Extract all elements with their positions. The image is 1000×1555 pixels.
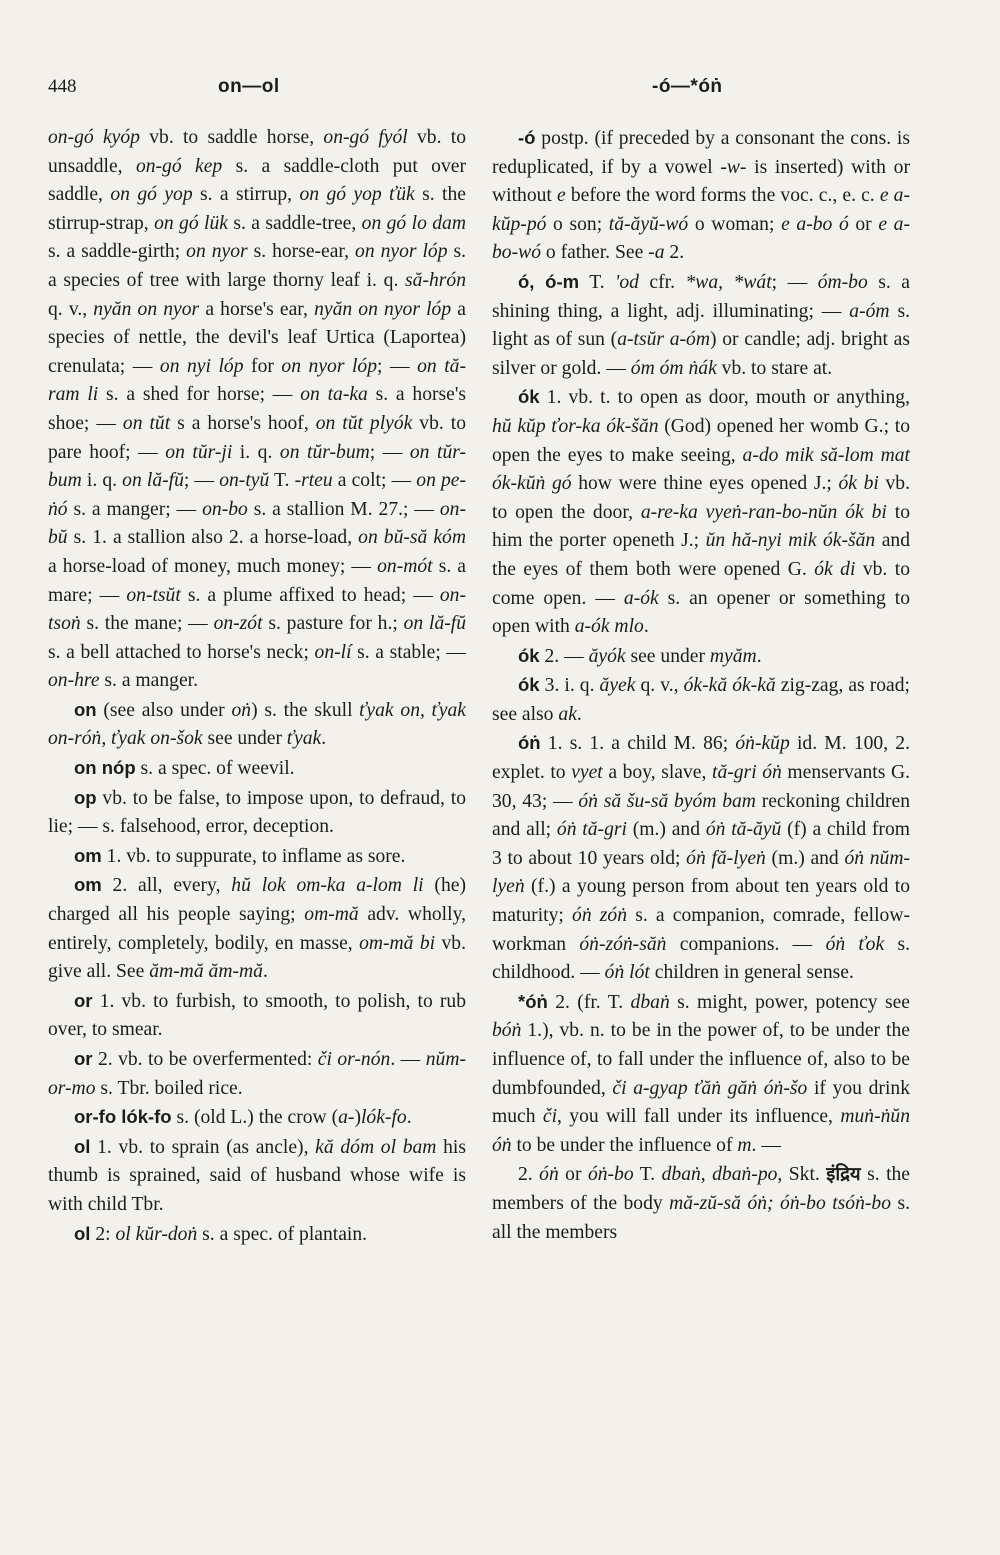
example-term: e	[557, 185, 566, 207]
example-term: on nyor	[186, 241, 248, 263]
definition-text: s. a saddle-girth;	[48, 241, 187, 263]
definition-text: . —	[390, 1049, 426, 1070]
definition-text: 2:	[90, 1223, 116, 1245]
example-term: on gó lük	[154, 212, 228, 234]
example-term: on-mót	[377, 555, 433, 577]
definition-text: see under	[202, 728, 287, 750]
definition-text: 2.	[664, 242, 685, 264]
definition-text: and the eyes of them both were opened G.	[492, 530, 911, 580]
definition-text: )	[354, 1107, 361, 1129]
example-term: a-ók	[623, 587, 659, 609]
definition-text: s. light as of sun (	[492, 300, 910, 351]
definition-text: 1. s. 1. a child M. 86;	[540, 733, 736, 755]
example-term: myăm	[709, 645, 757, 667]
example-term: a-ók mlo	[574, 616, 644, 638]
definition-text: 2. —	[539, 645, 589, 667]
example-term: a-tsŭr a-óm	[617, 329, 711, 351]
example-term: -w-	[720, 156, 747, 178]
definition-text: a horse-load of money, much money; —	[48, 555, 378, 577]
example-term: on gó yop ťük	[299, 184, 415, 206]
definition-text: . —	[751, 1134, 781, 1156]
definition-text: ; —	[377, 355, 418, 377]
definition-text: s. the mane; —	[80, 613, 214, 635]
definition-text: , you will fall under its influence,	[557, 1106, 841, 1128]
definition-text: adv. wholly, entirely, completely, bodily, en masse,	[48, 904, 466, 954]
example-term: óṅ nŭm-lyeṅ	[492, 847, 910, 898]
definition-text: s. a species of tree with large thorny leaf i. q.	[48, 241, 466, 291]
definition-text: to him the porter openeth J.;	[492, 501, 911, 552]
dictionary-entry	[48, 1045, 466, 1103]
definition-text: s. might, power, potency see	[669, 991, 910, 1013]
definition-text: .	[576, 703, 582, 725]
example-term: on-gó fyól	[323, 127, 408, 148]
headword: óṅ	[518, 732, 541, 754]
dictionary-entry	[48, 754, 466, 784]
dictionary-entry	[48, 124, 466, 696]
left-column	[48, 124, 466, 1249]
definition-text: o father. See	[540, 242, 649, 264]
example-term: on bŭ-să kóm	[358, 527, 467, 549]
example-term: ŭn hă-nyi mik ók-šăn	[705, 530, 876, 552]
example-term: ak	[558, 703, 577, 725]
example-term: on-tsoṅ	[48, 584, 466, 635]
example-term: vyet	[571, 762, 603, 784]
dictionary-entry	[48, 842, 466, 872]
example-term: on nyor lóp	[281, 355, 378, 377]
example-term: om-mă bi	[359, 932, 436, 954]
example-term: či a-gyap ťăṅ găṅ óṅ-šo	[612, 1077, 808, 1099]
example-term: óm óm ṅák	[630, 357, 717, 379]
example-term: ťyak on, ťyak on-róṅ, ťyak on-šok	[48, 699, 466, 750]
definition-text: (f) a child from 3 to about 10 years old;	[492, 819, 910, 869]
definition-text: s. horse-ear,	[247, 241, 356, 263]
example-term: óṅ	[539, 1164, 559, 1186]
headword: ók	[518, 644, 540, 666]
example-term: tă-gri óṅ	[712, 762, 782, 784]
definition-text: s. childhood. —	[492, 933, 910, 984]
right-column	[492, 124, 910, 1247]
example-term: ók bi	[838, 473, 879, 495]
definition-text: 3. i. q.	[539, 675, 600, 697]
definition-text: T.	[579, 271, 616, 293]
definition-text: ; —	[183, 470, 220, 492]
dictionary-entry	[48, 784, 466, 842]
example-term: nŭm-or-mo	[48, 1049, 466, 1099]
definition-text: 1. vb. t. to open as door, mouth or anything,	[539, 387, 910, 409]
example-term: on-bŭ	[48, 498, 466, 549]
definition-text: postp. (if preceded by a consonant the cons. is reduplicated, if by a vowel	[492, 128, 910, 178]
definition-text: s. a stallion M. 27.; —	[247, 498, 440, 520]
definition-text: reckoning children and all;	[492, 790, 910, 841]
definition-text: 1. vb. to sprain (as ancle),	[90, 1136, 316, 1158]
example-term: ăyók	[588, 645, 626, 667]
example-term: om-mă	[304, 904, 359, 926]
headword: इंद्रिय	[826, 1163, 861, 1185]
dictionary-entry	[492, 671, 910, 729]
example-term: on tă-ram li	[48, 355, 466, 406]
example-term: să-hrón	[405, 269, 466, 291]
example-term: on gó lo dam	[361, 212, 466, 234]
definition-text: s. a mare; —	[48, 555, 466, 606]
definition-text: vb. to come open. —	[492, 558, 910, 609]
definition-text: .	[406, 1107, 412, 1129]
example-term: oṅ	[231, 699, 252, 721]
definition-text: s. a stable; —	[351, 641, 466, 663]
definition-text: companions. —	[666, 933, 826, 955]
example-term: ăm-mă ăm-mă	[149, 961, 263, 983]
definition-text: s. 1. a stallion also 2. a horse-load,	[67, 527, 359, 549]
definition-text: s. the members of the body	[492, 1164, 911, 1214]
example-term: óṅ fă-lyeṅ	[686, 847, 766, 869]
example-term: nyăn on nyor	[93, 298, 200, 320]
example-term: a-do mik să-lom mat ók-kŭṅ gó	[492, 444, 910, 495]
definition-text: i. q.	[81, 470, 123, 492]
definition-text: ; —	[369, 441, 410, 463]
example-term: on-lí	[314, 641, 352, 663]
example-term: óṅ zóṅ	[572, 905, 628, 927]
example-term: mă-zŭ-să óṅ; óṅ-bo tsóṅ-bo	[669, 1192, 891, 1214]
dictionary-entry	[48, 987, 466, 1045]
definition-text: ) s. the skull	[251, 699, 360, 721]
example-term: a-	[338, 1107, 355, 1129]
definition-text: for	[243, 355, 282, 377]
definition-text: s. a horse's shoe; —	[48, 384, 467, 434]
example-term: on tŭr-bum	[48, 441, 466, 492]
dictionary-entry	[48, 696, 466, 754]
example-term: bóṅ	[492, 1020, 522, 1042]
definition-text: vb. to open the door,	[492, 473, 910, 523]
definition-text: q. v.,	[48, 298, 94, 320]
dictionary-entry	[492, 124, 910, 268]
definition-text: vb. to unsaddle,	[48, 127, 466, 177]
definition-text: ) or candle; adj. bright as silver or gold. —	[492, 329, 911, 379]
headword: or	[74, 989, 93, 1011]
definition-text: s a horse's hoof,	[170, 412, 316, 434]
example-term: óm-bo	[817, 271, 868, 293]
definition-text: T.	[269, 470, 295, 492]
definition-text: (he) charged all his people saying;	[48, 875, 466, 926]
definition-text: s. the stirrup-strap,	[48, 184, 466, 234]
example-term: óṅ-bo	[587, 1164, 634, 1186]
headword: ó, ó-m	[518, 270, 580, 292]
definition-text: a horse's ear,	[199, 298, 315, 320]
definition-text: children in general sense.	[649, 962, 854, 984]
example-term: óṅ să šu-să byóm bam	[578, 790, 756, 812]
example-term: on-hre	[48, 670, 100, 692]
example-term: muṅ-ṅŭn óṅ	[492, 1106, 910, 1156]
definition-text: .	[262, 961, 268, 983]
definition-text: s. a saddle-tree,	[227, 212, 362, 234]
headword: om	[74, 844, 102, 866]
definition-text: to be under the influence of	[511, 1134, 738, 1156]
definition-text: .	[643, 616, 649, 638]
dictionary-entry	[48, 1103, 466, 1133]
dictionary-entry	[48, 871, 466, 986]
definition-text: i. q.	[232, 441, 280, 463]
definition-text: a boy, slave,	[602, 762, 712, 784]
definition-text: s. a manger; —	[67, 498, 203, 520]
definition-text: id. M. 100, 2. explet. to	[492, 733, 910, 784]
definition-text: s. an opener or something to open with	[492, 587, 910, 638]
definition-text: ; —	[771, 271, 818, 293]
example-term: óṅ ťok	[825, 933, 885, 955]
definition-text: (m.) and	[626, 819, 706, 841]
definition-text: if you drink much	[492, 1077, 910, 1128]
example-term: on-gó kep	[135, 155, 223, 177]
definition-text: q. v.,	[635, 675, 684, 697]
dictionary-entry	[492, 729, 910, 987]
definition-text: 2. (fr. T.	[547, 991, 631, 1013]
example-term: on-zót	[213, 613, 263, 635]
dictionary-entry	[492, 1160, 910, 1247]
definition-text: .	[756, 645, 762, 667]
example-term: ăyek	[599, 675, 636, 697]
headword: ók	[518, 386, 540, 408]
example-term: on-tsŭt	[126, 584, 181, 606]
example-term: e a-bo-wó	[492, 213, 910, 264]
example-term: on lă-fŭ	[122, 470, 184, 492]
example-term: on tŭr-ji	[165, 441, 233, 463]
example-term: *wa, *wát	[685, 271, 772, 293]
definition-text: s. (old L.) the crow (	[171, 1107, 339, 1129]
definition-text: 2. all, every,	[101, 875, 232, 897]
page-number: 448	[48, 76, 77, 97]
definition-text: vb. to pare hoof; —	[48, 412, 467, 463]
example-term: on gó yop	[110, 184, 193, 206]
dictionary-entry	[48, 1133, 466, 1220]
headword: or	[74, 1048, 93, 1069]
example-term: hŭ lok om-ka a-lom li	[231, 875, 424, 897]
definition-text: T.	[633, 1164, 662, 1186]
definition-text: or	[848, 213, 879, 235]
example-term: či	[542, 1106, 558, 1128]
definition-text: s. a stirrup,	[192, 184, 300, 206]
definition-text: s. a spec. of plantain.	[197, 1223, 368, 1245]
dictionary-entry	[492, 268, 910, 383]
definition-text: s. a shed for horse; —	[98, 384, 301, 406]
definition-text: 2. vb. to be overfermented:	[92, 1049, 318, 1070]
definition-text: or	[558, 1164, 588, 1186]
dictionary-entry	[492, 642, 910, 672]
headword: ók	[518, 674, 540, 696]
definition-text: 1. vb. to furbish, to smooth, to polish, to rub over, to smear.	[48, 990, 466, 1041]
definition-text: how were thine eyes opened J.;	[571, 473, 839, 495]
example-term: on lă-fŭ	[403, 613, 467, 635]
example-term: hŭ kŭp ťor-ka ók-šăn	[492, 415, 659, 437]
definition-text: s. a manger.	[99, 670, 199, 692]
definition-text: s. a plume affixed to head; —	[180, 584, 440, 606]
example-term: či or-nón	[317, 1049, 391, 1070]
example-term: on nyi lóp	[159, 355, 244, 377]
example-term: -rteu	[294, 470, 333, 492]
definition-text: zig-zag, as road; see also	[492, 675, 910, 725]
example-term: on-bo	[202, 498, 248, 520]
example-term: nyăn on nyor lóp	[314, 298, 452, 320]
definition-text: a colt; —	[332, 470, 417, 492]
headword: om	[74, 874, 102, 896]
dictionary-entry	[48, 1220, 466, 1250]
example-term: a-re-ka vyeṅ-ran-bo-nŭn ók bi	[640, 501, 887, 523]
example-term: on-tyŭ	[219, 470, 270, 492]
headword: ol	[74, 1222, 91, 1244]
definition-text: s. a spec. of weevil.	[135, 758, 295, 780]
example-term: óṅ-kŭp	[735, 733, 790, 755]
example-term: kă dóm ol bam	[315, 1136, 437, 1158]
definition-text: s. a bell attached to horse's neck;	[48, 641, 315, 663]
definition-text: , Skt.	[777, 1164, 827, 1186]
example-term: ťyak	[286, 728, 322, 750]
example-term: a-óm	[849, 300, 890, 322]
example-term: dbaṅ, dbaṅ-po	[661, 1164, 778, 1186]
definition-text: cfr.	[638, 271, 686, 293]
example-term: lók-fo	[360, 1107, 407, 1129]
definition-text: s. a companion, comrade, fellow-workman	[492, 905, 911, 955]
example-term: on tŭt	[122, 412, 171, 434]
example-term: on tŭt plyók	[315, 412, 413, 434]
example-term: óṅ tă-gri	[556, 819, 627, 841]
definition-text: 1.), vb. n. to be in the power of, to be under the influence of, to fall under the influence of, also to be dumbfounded,	[492, 1020, 910, 1099]
definition-text: see under	[625, 645, 710, 667]
definition-text: o woman;	[688, 213, 782, 235]
example-term: ol kŭr-doṅ	[115, 1223, 198, 1245]
definition-text: (see also under	[96, 699, 232, 721]
definition-text: .	[321, 728, 327, 750]
example-term: óṅ tă-ăyŭ	[705, 819, 782, 841]
example-term: on tŭr-bum	[279, 441, 370, 463]
dictionary-entry	[492, 383, 910, 641]
example-term: ók-kă ók-kă	[683, 675, 776, 697]
definition-text: (f.) a young person from about ten years old to maturity;	[492, 876, 910, 927]
definition-text: 2.	[518, 1164, 540, 1186]
definition-text: s. all the members	[492, 1192, 910, 1243]
definition-text: s. a saddle-cloth put over saddle,	[48, 155, 466, 206]
example-term: dbaṅ	[630, 991, 670, 1013]
definition-text: vb. to saddle horse,	[139, 127, 324, 148]
definition-text: before the word forms the voc. c., e. c.	[565, 185, 880, 207]
headword: on nóp	[74, 757, 136, 779]
headword: op	[74, 786, 97, 808]
definition-text: s. a shining thing, a light, adj. illuminating; —	[492, 271, 910, 322]
example-term: ók di	[814, 558, 856, 580]
definition-text: his thumb is sprained, said of husband whose wife is with child Tbr.	[48, 1136, 467, 1215]
headword: ol	[74, 1135, 91, 1157]
definition-text: a species of nettle, the devil's leaf Urtica (Laportea) crenulata; —	[48, 298, 466, 377]
headword: *óṅ	[518, 990, 548, 1012]
example-term: e a-bo ó	[781, 213, 849, 235]
definition-text: vb. to stare at.	[716, 357, 833, 379]
left-guide-word: on—ol	[218, 76, 280, 97]
example-term: óṅ lót	[604, 962, 650, 984]
example-term: 'od	[615, 271, 639, 293]
definition-text: vb. to be false, to impose upon, to defraud, to lie; — s. falsehood, error, deception.	[48, 787, 466, 838]
example-term: m	[737, 1134, 752, 1156]
example-term: on pe-ṅó	[48, 470, 467, 520]
definition-text: is inserted) with or without	[492, 156, 910, 207]
definition-text: s. Tbr. boiled rice.	[95, 1077, 243, 1099]
example-term: -a	[648, 242, 665, 264]
definition-text: vb. give all. See	[48, 932, 466, 983]
definition-text: s. pasture for h.;	[262, 613, 404, 635]
definition-text: (God) opened her womb G.; to open the eyes to make seeing,	[492, 415, 910, 466]
definition-text: 1. vb. to suppurate, to inflame as sore.	[101, 845, 406, 867]
example-term: óṅ-zóṅ-săṅ	[579, 933, 667, 955]
headword: -ó	[518, 127, 536, 148]
definition-text: (m.) and	[765, 847, 845, 869]
definition-text: o son;	[546, 213, 609, 235]
right-guide-word: -ó—*óṅ	[652, 76, 723, 97]
definition-text: menservants G. 30, 43; —	[492, 762, 911, 812]
dictionary-entry	[492, 988, 910, 1161]
headword: or-fo lók-fo	[74, 1106, 172, 1128]
example-term: tă-ăyŭ-wó	[608, 213, 689, 235]
example-term: on nyor lóp	[355, 241, 448, 263]
example-term: on-gó kyóp	[48, 127, 140, 148]
headword: on	[74, 698, 97, 720]
example-term: e a-kŭp-pó	[492, 185, 910, 235]
example-term: on ta-ka	[300, 384, 368, 406]
